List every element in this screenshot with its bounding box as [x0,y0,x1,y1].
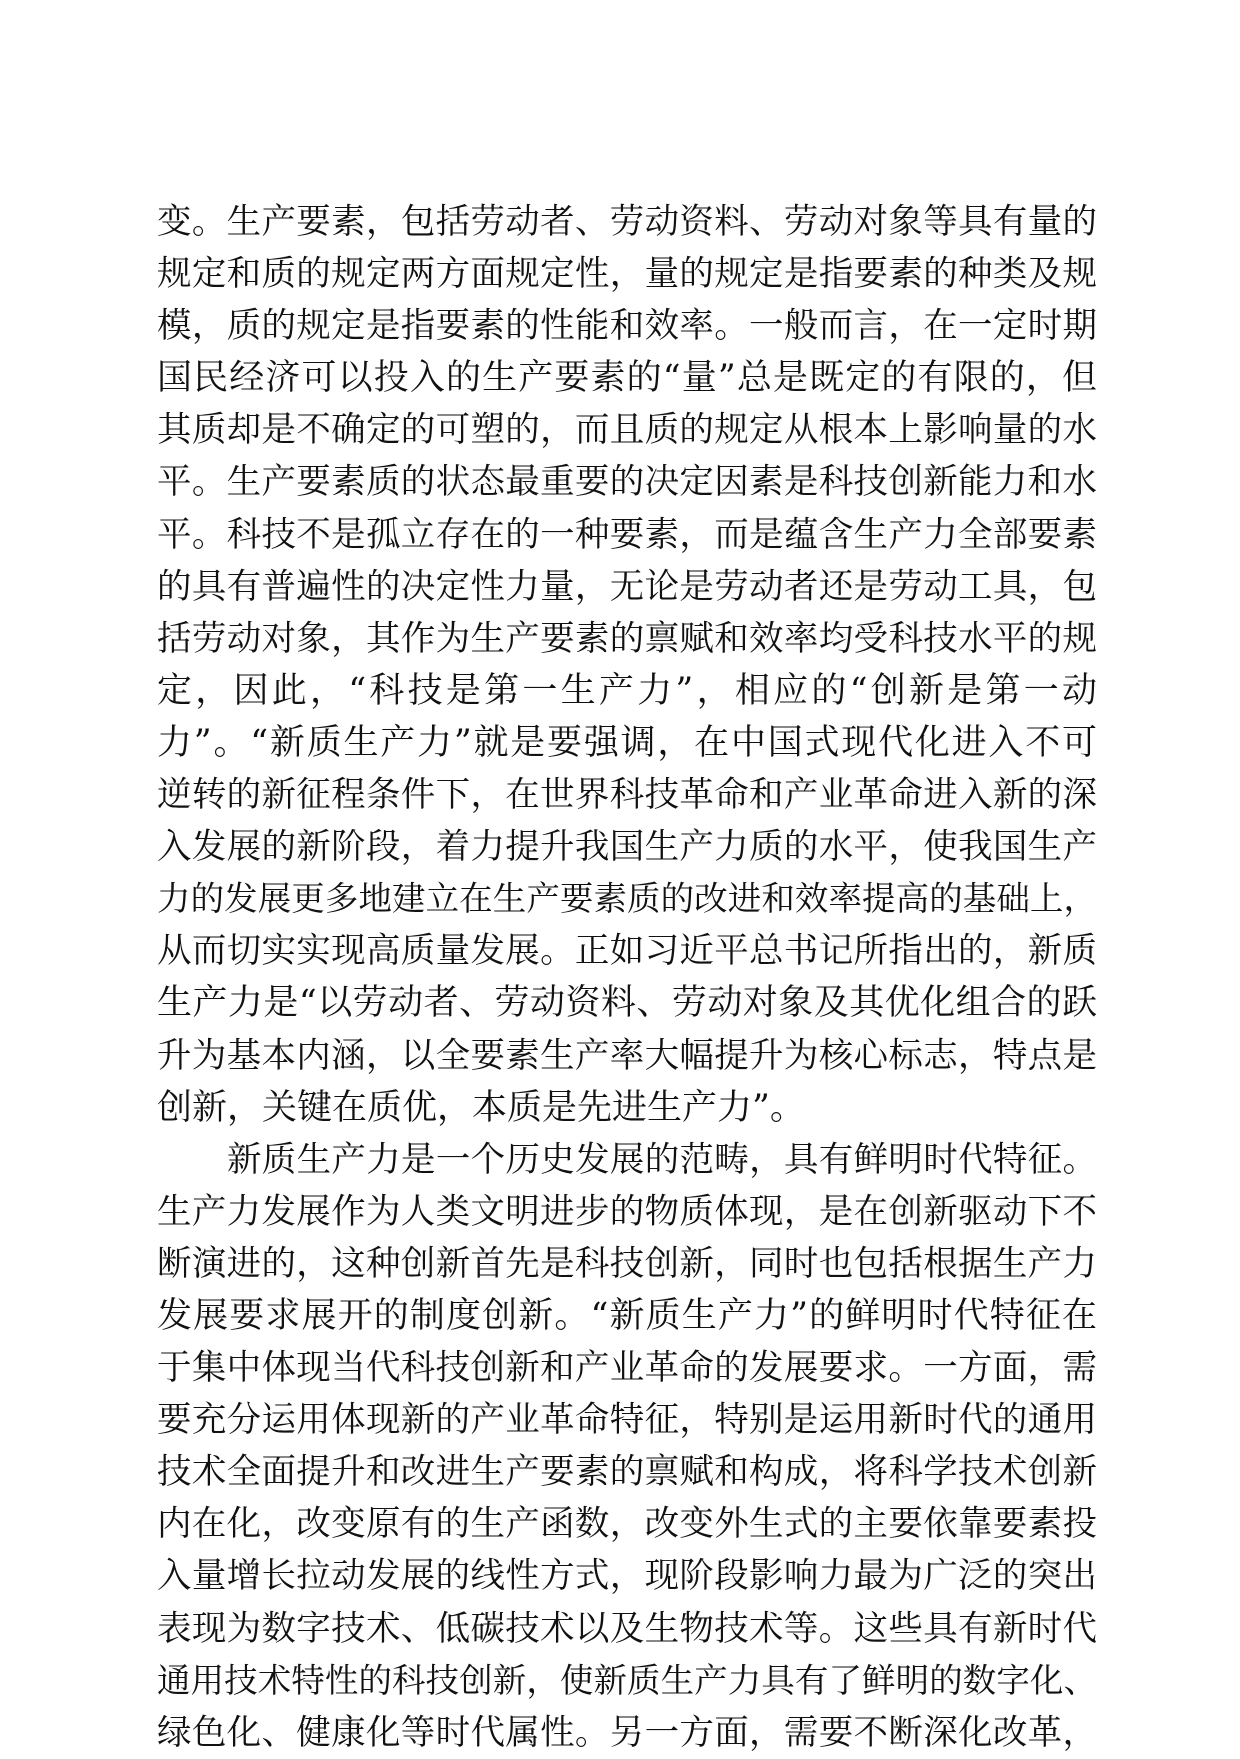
text-line: 生产力发展作为人类文明进步的物质体现，是在创新驱动下不 [157,1191,1097,1232]
text-line: 模，质的规定是指要素的性能和效率。一般而言，在一定时期 [157,306,1097,347]
text-line: 绿色化、健康化等时代属性。另一方面，需要不断深化改革， [157,1712,1097,1753]
text-line: 力”。“新质生产力”就是要强调，在中国式现代化进入不可 [157,722,1097,763]
text-line: 要充分运用体现新的产业革命特征，特别是运用新时代的通用 [157,1400,1097,1441]
text-line: 定，因此，“科技是第一生产力”，相应的“创新是第一动 [157,670,1097,711]
text-line: 于集中体现当代科技创新和产业革命的发展要求。一方面，需 [157,1348,1097,1389]
body-text [157,196,1097,1759]
text-line: 从而切实实现高质量发展。正如习近平总书记所指出的，新质 [157,931,1097,972]
text-line: 通用技术特性的科技创新，使新质生产力具有了鲜明的数字化、 [157,1660,1097,1700]
text-line: 逆转的新征程条件下，在世界科技革命和产业革命进入新的深 [157,775,1097,816]
text-line: 发展要求展开的制度创新。“新质生产力”的鲜明时代特征在 [157,1295,1097,1336]
text-line: 国民经济可以投入的生产要素的“量”总是既定的有限的，但 [157,358,1097,399]
text-line: 内在化，改变原有的生产函数，改变外生式的主要依靠要素投 [157,1504,1097,1545]
text-line: 断演进的，这种创新首先是科技创新，同时也包括根据生产力 [157,1243,1097,1284]
text-line: 生产力是“以劳动者、劳动资料、劳动对象及其优化组合的跃 [157,983,1097,1024]
text-line: 升为基本内涵，以全要素生产率大幅提升为核心标志，特点是 [157,1035,1097,1076]
paragraph-first-line: 新质生产力是一个历史发展的范畴，具有鲜明时代特征。 [227,1139,1097,1180]
text-line: 力的发展更多地建立在生产要素质的改进和效率提高的基础上， [157,879,1097,919]
text-line: 入发展的新阶段，着力提升我国生产力质的水平，使我国生产 [157,827,1097,868]
text-line: 的具有普遍性的决定性力量，无论是劳动者还是劳动工具，包 [157,566,1097,607]
text-line: 括劳动对象，其作为生产要素的禀赋和效率均受科技水平的规 [157,618,1097,659]
text-line: 规定和质的规定两方面规定性，量的规定是指要素的种类及规 [157,254,1097,295]
text-line: 表现为数字技术、低碳技术以及生物技术等。这些具有新时代 [157,1608,1097,1649]
text-line: 其质却是不确定的可塑的，而且质的规定从根本上影响量的水 [157,410,1097,451]
text-line: 平。科技不是孤立存在的一种要素，而是蕴含生产力全部要素 [157,514,1097,555]
text-line: 平。生产要素质的状态最重要的决定因素是科技创新能力和水 [157,462,1097,503]
text-line: 技术全面提升和改进生产要素的禀赋和构成，将科学技术创新 [157,1452,1097,1493]
text-line: 变。生产要素，包括劳动者、劳动资料、劳动对象等具有量的 [157,202,1097,242]
text-line: 创新，关键在质优，本质是先进生产力”。 [157,1087,805,1128]
text-line: 入量增长拉动发展的线性方式，现阶段影响力最为广泛的突出 [157,1556,1097,1597]
